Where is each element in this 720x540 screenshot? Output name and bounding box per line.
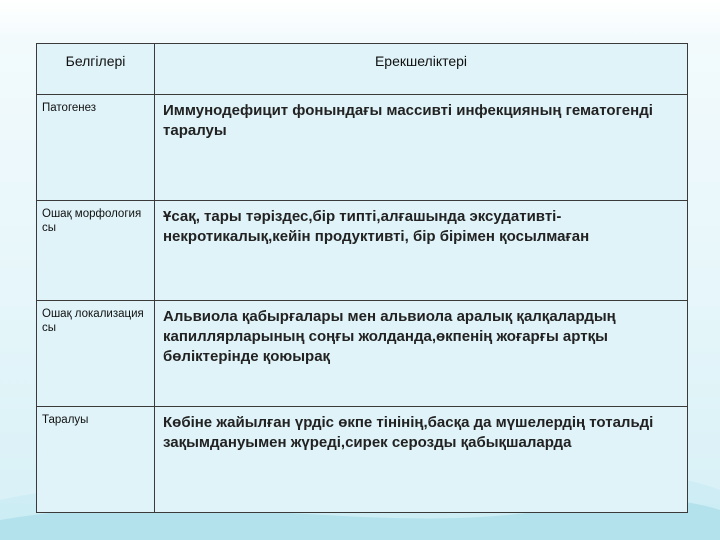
table-row <box>37 301 688 407</box>
row-value: Ұсақ, тары тәріздес,бір типті,алғашында эксудативті-некротикалық,кейін продуктивті, бір бірімен қосылмаған <box>155 201 688 301</box>
characteristics-table <box>36 43 688 513</box>
header-characteristics: Белгілері <box>37 44 155 95</box>
row-value: Көбіне жайылған үрдіс өкпе тінінің,басқа да мүшелердің тотальді зақымдануымен жүреді,сирек серозды қабықшаларда <box>155 407 688 513</box>
table-row <box>37 407 688 513</box>
header-features: Ерекшеліктері <box>155 44 688 95</box>
row-label: Патогенез <box>37 95 155 201</box>
table-row <box>37 95 688 201</box>
table-row <box>37 201 688 301</box>
row-label: Ошақ локализация сы <box>37 301 155 407</box>
background-highlight <box>0 0 720 40</box>
table-header-row <box>37 44 688 95</box>
row-label: Таралуы <box>37 407 155 513</box>
row-value: Иммунодефицит фонындағы массивті инфекцияның гематогенді таралуы <box>155 95 688 201</box>
row-value: Альвиола қабырғалары мен альвиола аралық қалқалардың капиллярларының соңғы жолданда,өкпенің жоғарғы артқы бөліктерінде қоюырақ <box>155 301 688 407</box>
row-label: Ошақ морфология сы <box>37 201 155 301</box>
